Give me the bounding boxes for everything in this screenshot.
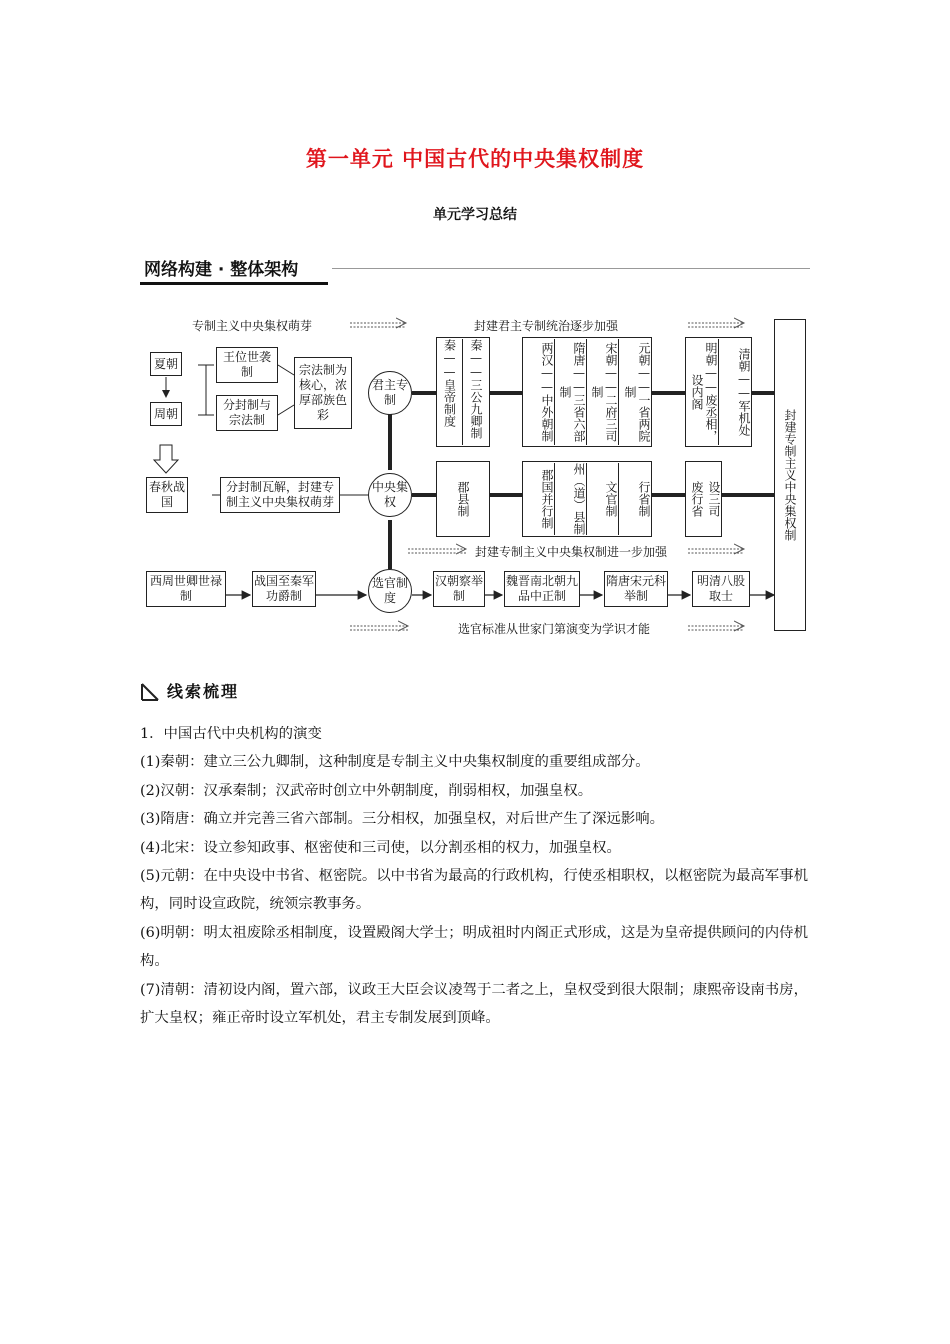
box-xizhou: 西周世卿世禄制 xyxy=(146,571,226,607)
box-wenguan: 文官制 xyxy=(587,463,619,535)
note-mid: 封建专制主义中央集权制进一步加强 xyxy=(475,545,668,559)
paragraph: 1．中国古代中央机构的演变 xyxy=(140,726,322,742)
box-qingchao: 清朝——军机处 xyxy=(737,348,751,436)
box-hanchao: 汉朝察举制 xyxy=(433,571,485,607)
section-rule xyxy=(332,268,810,269)
note-top-mid: 封建君主专制统治逐步加强 xyxy=(474,319,619,333)
box-zhanguo: 战国至秦军功爵制 xyxy=(252,571,316,607)
box-junxian: 郡县制 xyxy=(436,461,490,537)
box-xingsheng: 行省制 xyxy=(637,481,651,517)
paragraph: (7)清朝：清初设内阁，置六部，议政王大臣会议凌驾于二者之上，皇权受到很大限制；康熙帝设南书房，扩大皇权；雍正帝时设立军机处，君主专制发展到顶峰。 xyxy=(140,981,808,1027)
circle-junzhu: 君主专制 xyxy=(368,371,412,415)
page-subtitle: 单元学习总结 xyxy=(433,207,517,223)
box-xia: 夏朝 xyxy=(150,352,182,376)
box-mingqing: 明清八股取士 xyxy=(692,571,750,607)
paragraph: (4)北宋：设立参知政事、枢密使和三司使，以分割丞相的权力，加强皇权。 xyxy=(140,839,621,856)
box-yuanchao: 元朝——一省两院制 xyxy=(623,342,651,442)
box-qin-a: 秦——皇帝制度 xyxy=(437,339,463,445)
box-feixing: 废行省 xyxy=(690,481,704,517)
box-zhou: 周朝 xyxy=(150,402,182,426)
box-fenfeng: 分封制与宗法制 xyxy=(216,395,278,431)
circle-xuanguan: 选官制度 xyxy=(368,569,412,613)
paragraph: (3)隋唐：确立并完善三省六部制。三分相权，加强皇权，对后世产生了深远影响。 xyxy=(140,811,665,828)
paragraph: (1)秦朝：建立三公九卿制，这种制度是专制主义中央集权制度的重要组成部分。 xyxy=(140,754,650,771)
box-mingchao: 明朝——废丞相，设内阁 xyxy=(686,339,719,445)
section-header xyxy=(140,256,810,286)
box-final: 封建专制主义中央集权制 xyxy=(774,319,806,631)
diagonal-hatch-icon xyxy=(140,682,160,702)
subsection-header xyxy=(140,680,280,704)
box-shesan: 设三司 xyxy=(707,481,721,517)
group-mid-bottom xyxy=(522,461,652,537)
note-bottom: 选官标准从世家门第演变为学识才能 xyxy=(458,622,651,636)
box-weijin: 魏晋南北朝九品中正制 xyxy=(504,571,580,607)
subsection-title: 线索梳理 xyxy=(167,682,240,701)
box-suitang: 隋唐——三省六部制 xyxy=(555,339,587,445)
box-chunqiu: 春秋战国 xyxy=(146,477,188,513)
box-songchao: 宋朝——二府三司制 xyxy=(587,339,619,445)
box-suitang-keju: 隋唐宋元科举制 xyxy=(604,571,668,607)
paragraph: (2)汉朝：汉承秦制；汉武帝时创立中外朝制度，削弱相权，加强皇权。 xyxy=(140,782,593,799)
box-zongfa: 宗法制为核心，浓厚部族色彩 xyxy=(294,357,352,429)
group-mid-top xyxy=(522,337,652,447)
note-top-left: 专制主义中央集权萌芽 xyxy=(192,319,313,333)
box-fenjie: 分封制瓦解，封建专制主义中央集权萌芽 xyxy=(220,477,340,513)
section-underline xyxy=(140,282,328,285)
structure-diagram xyxy=(140,305,812,635)
box-wangwei: 王位世袭制 xyxy=(216,347,278,383)
circle-zhongyang: 中央集权 xyxy=(368,473,412,517)
box-lianghan: 两汉——中外朝制 xyxy=(523,339,555,445)
paragraph: (6)明朝：明太祖废除丞相制度，设置殿阁大学士；明成祖时内阁正式形成，这是为皇帝提供顾问的内侍机构。 xyxy=(140,924,808,970)
group-qin xyxy=(436,337,490,447)
group-ming-bottom xyxy=(685,461,722,537)
box-junguo: 郡国并行制 xyxy=(523,463,555,535)
box-zhouxian: 州（道）县制 xyxy=(555,463,587,535)
section-title: 网络构建 · 整体架构 xyxy=(140,256,302,284)
page-title: 第一单元 中国古代的中央集权制度 xyxy=(305,147,645,171)
box-qin-b: 秦——三公九卿制 xyxy=(469,339,483,439)
content-body xyxy=(140,720,812,1032)
group-mingqing xyxy=(685,337,752,447)
paragraph: (5)元朝：在中央设中书省、枢密院。以中书省为最高的行政机构，行使丞相职权，以枢密院为最高军事机构，同时设宣政院，统领宗教事务。 xyxy=(140,868,808,913)
